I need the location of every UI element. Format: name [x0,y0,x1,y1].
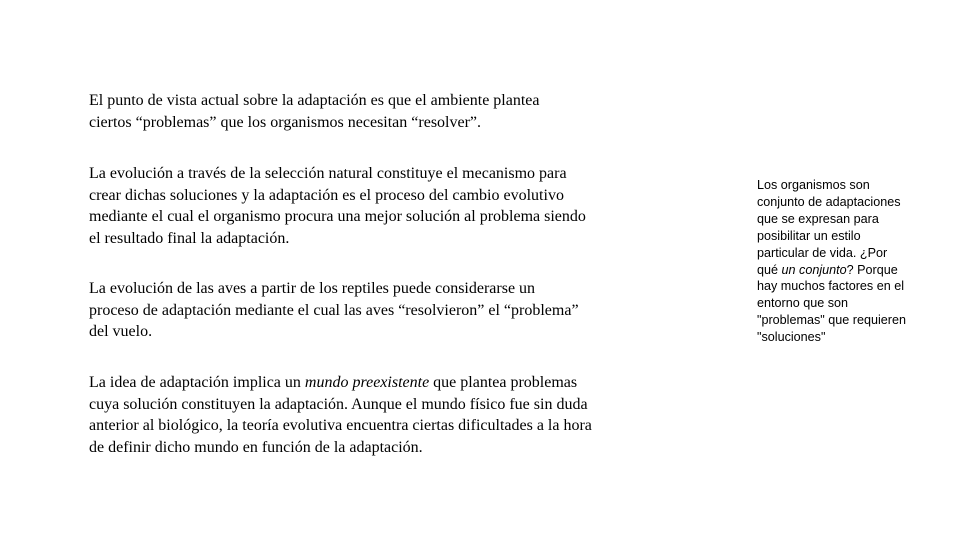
paragraph-birds-evolution: La evolución de las aves a partir de los reptiles puede considerarse un proceso de adaptación mediante el cual las aves “resolvieron” el “problema” del vuelo. [89,280,579,340]
paragraph-preexisting-world-end: que plantea problemas cuya solución constituyen la adaptación. Aunque el mundo físico fue sin duda anterior al biológico, la teoría evolutiva encuentra ciertas dificultades a la hora de definir dicho mundo en función de la adaptación. [89,374,592,456]
paragraph-natural-selection: La evolución a través de la selección natural constituye el mecanismo para crear dichas soluciones y la adaptación es el proceso del cambio evolutivo mediante el cual el organismo procura una mejor solución al problema siendo el resultado final la adaptación. [89,165,586,247]
paragraph-preexisting-world-start: La idea de adaptación implica un [89,374,305,391]
side-note-start: Los organismos son conjunto de adaptaciones que se expresan para posibilitar un estilo particular de vida. ¿Por qué [757,178,901,277]
paragraph-current-view: El punto de vista actual sobre la adaptación es que el ambiente plantea ciertos “problemas” que los organismos necesitan “resolver”. [89,92,540,131]
paragraph-preexisting-world-emphasis: mundo preexistente [304,374,430,391]
side-note-end: ? Porque hay muchos factores en el entorno que son "problemas" que requieren "soluciones" [757,262,906,345]
side-note [757,177,947,346]
paragraph-preexisting-world [89,372,592,458]
side-note-emphasis: un conjunto [781,262,847,277]
